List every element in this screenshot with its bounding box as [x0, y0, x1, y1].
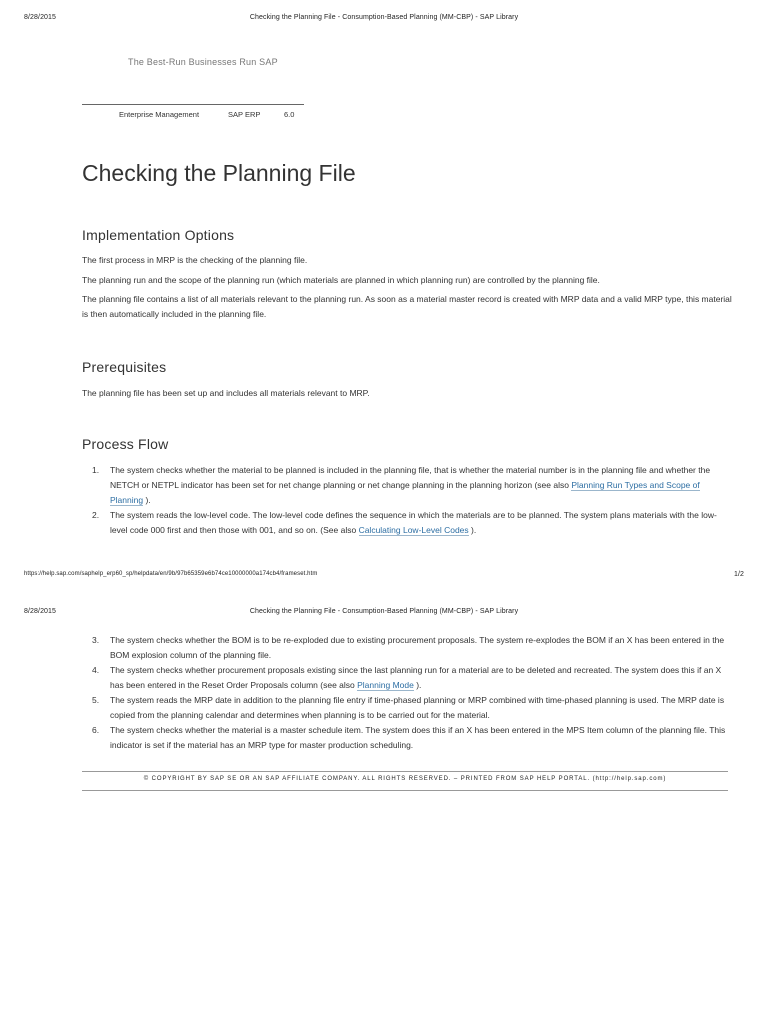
implementation-paragraph-3: The planning file contains a list of all materials relevant to the planning run. As soon as a material master record is created with MRP data and a valid MRP type, this material is then automatically included in the planning file.	[82, 294, 732, 319]
list-item	[92, 463, 732, 508]
low-level-codes-link[interactable]: Calculating Low-Level Codes	[358, 525, 469, 535]
list-item	[92, 663, 732, 693]
step-text: The system checks whether the BOM is to be re-exploded due to existing procurement proposals. The system re-explodes the BOM if an X has been entered in the BOM explosion column of the planning file.	[110, 635, 725, 660]
step-number: 3.	[92, 635, 100, 645]
step-text: The system checks whether the material to be planned is included in the planning file, that is whether the material number is in the planning file and whether the NETCH or NETPL indicator has been set for net change planning or net change planning in the planning horizon (see also	[110, 465, 711, 490]
step-text-end: ).	[413, 680, 422, 690]
planning-run-types-link[interactable]: Planning Run Types and Scope of Planning	[110, 480, 700, 505]
step-text: The system checks whether procurement proposals existing since the last planning run for a material are to be deleted and recreated. The system does this if an X has been entered in the Reset Order Proposals column (see also	[110, 665, 722, 690]
list-item	[92, 693, 732, 723]
print-header-date: 8/28/2015	[24, 14, 57, 21]
print-footer-page: 1/2	[733, 571, 744, 578]
page-title: Checking the Planning File	[82, 160, 356, 186]
copyright-divider-bottom	[82, 790, 728, 791]
step-text: The system reads the MRP date in addition to the planning file entry if time-phased planning or MRP combined with time-phased planning is used. The MRP date is copied from the planning calendar and determines when planning is to be carried out for the material.	[110, 695, 725, 720]
step-text: The system checks whether the material is a master schedule item. The system does this if an X has been entered in the MPS Item column of the planning file. This indicator is set if the material has an MRP type for master production scheduling.	[110, 725, 726, 750]
print-header-date-page-2: 8/28/2015	[24, 608, 57, 615]
implementation-paragraph-2: The planning run and the scope of the planning run (which materials are planned in which planning run) are controlled by the planning file.	[82, 275, 600, 285]
sap-tagline: The Best-Run Businesses Run SAP	[128, 57, 278, 67]
process-flow-heading: Process Flow	[82, 436, 169, 452]
prerequisites-heading: Prerequisites	[82, 359, 167, 375]
list-item	[92, 633, 732, 663]
implementation-paragraph-1: The first process in MRP is the checking of the planning file.	[82, 255, 308, 265]
step-text-end: ).	[468, 525, 477, 535]
process-flow-list	[92, 463, 732, 538]
implementation-heading: Implementation Options	[82, 227, 235, 243]
copyright-notice: © COPYRIGHT BY SAP SE OR AN SAP AFFILIATE COMPANY. ALL RIGHTS RESERVED. – PRINTED FROM SAP HELP PORTAL. (http://help.sap.com)	[143, 776, 667, 782]
list-item	[92, 508, 732, 538]
breadcrumb-version: 6.0	[284, 110, 295, 119]
step-number: 6.	[92, 725, 100, 735]
step-number: 1.	[92, 465, 100, 475]
header-divider	[82, 104, 304, 105]
list-item	[92, 723, 732, 753]
step-number: 4.	[92, 665, 100, 675]
step-number: 2.	[92, 510, 100, 520]
planning-mode-link[interactable]: Planning Mode	[357, 680, 414, 690]
step-text: The system reads the low-level code. The low-level code defines the sequence in which the materials are to be planned. The system plans materials with the low-level code 000 first and then those with 001, and so on. (See also	[110, 510, 717, 535]
print-footer-url: https://help.sap.com/saphelp_erp60_sp/helpdata/en/9b/97b65359e6b74ce10000000a174cb4/frameset.htm	[24, 571, 318, 577]
print-header-title-page-2: Checking the Planning File - Consumption-Based Planning (MM-CBP) - SAP Library	[249, 608, 519, 615]
copyright-divider-top	[82, 771, 728, 772]
breadcrumb-area: Enterprise Management	[119, 110, 200, 119]
print-header-title: Checking the Planning File - Consumption-Based Planning (MM-CBP) - SAP Library	[249, 14, 519, 21]
step-number: 5.	[92, 695, 100, 705]
prerequisites-paragraph: The planning file has been set up and includes all materials relevant to MRP.	[82, 388, 370, 398]
step-text-end: ).	[143, 495, 151, 505]
breadcrumb-product: SAP ERP	[228, 110, 261, 119]
process-flow-list-continued	[92, 633, 732, 753]
